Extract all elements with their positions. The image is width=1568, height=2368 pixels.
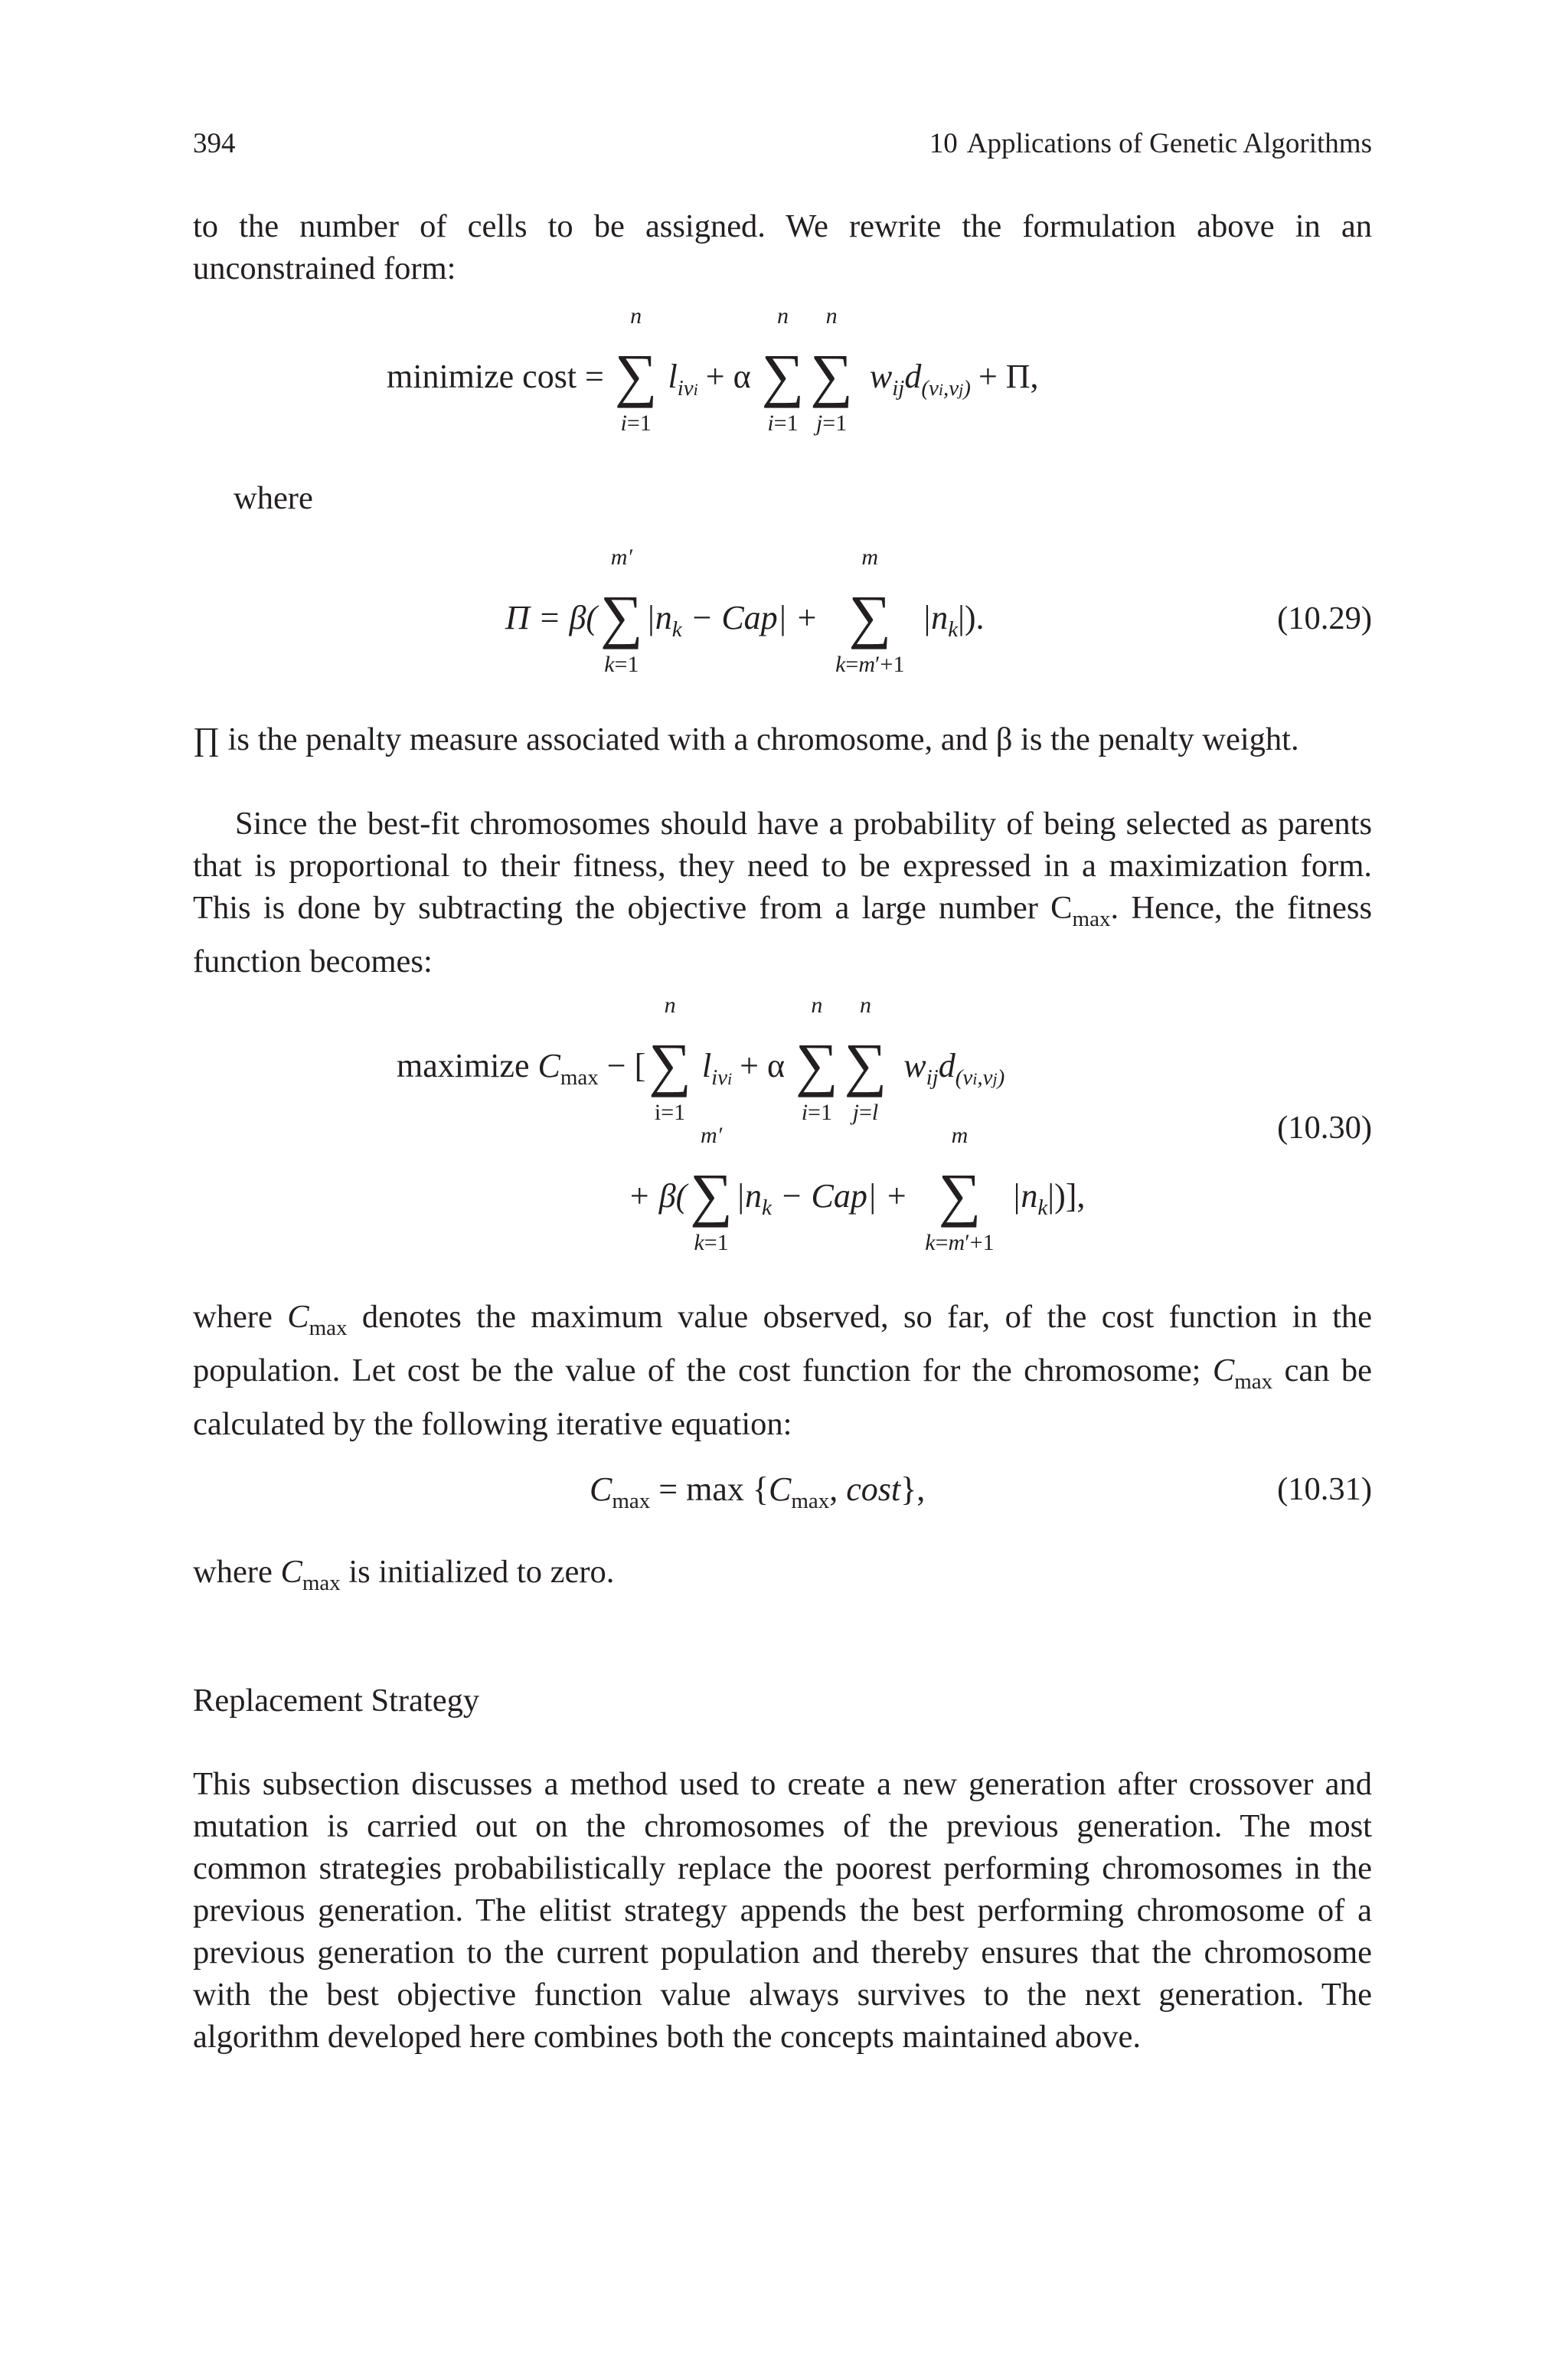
eq-plus-pi: + Π, (978, 358, 1039, 395)
equation-10-29 (0, 545, 1568, 712)
equation-number: (10.30) (1277, 1110, 1372, 1146)
equation-line-1: maximize $C_{max}$ − [∑ n i=1 $l_{ivi} + \alpha$ ∑ n i=1 ∑ n j=l $w_{ij}d_{(vi,vj)}$ (397, 993, 1005, 1125)
equation-unconstrained-cost (0, 303, 1568, 475)
sum-symbol: ∑ m′ k=1 (600, 545, 643, 677)
page-number: 394 (193, 128, 236, 159)
equation-number: (10.29) (1277, 600, 1372, 636)
eq-plus-alpha: + α (705, 358, 751, 395)
sum-symbol: ∑ n i=1 (795, 993, 838, 1125)
section-heading: Replacement Strategy (193, 1683, 480, 1719)
paragraph-init: where $C_{max}$ is initialized to zero. (193, 1554, 615, 1595)
equation-line: minimize cost = ∑ n i=1 $l_{ivi} + \alpha$ ∑ n i=1 ∑ n j=1 $w_{ij}d_{(vi,vj)} + \Pi$, (387, 303, 1039, 436)
sum-symbol: ∑ n j=1 (810, 303, 853, 436)
equation-line-2: + β(∑ m′ k=1 $|n_k - Cap|$ + ∑ m k=m′+1 $|n_k|$)], (628, 1123, 1086, 1255)
sum-symbol: ∑ m′ k=1 (690, 1123, 733, 1255)
paragraph-cmax: where $C_{max}$ denotes the maximum value observed, so far, of the cost function in the population. Let cost be the value of the cost function for the chromosome; $C_{max}$ can be calculated by the following iterative equation: (193, 1299, 1373, 1442)
equation-10-31 (0, 1459, 1568, 1520)
equation-line: Π = β(∑ m′ k=1 $|n_k - Cap|$ + ∑ m k=m′+1 $|n_k|$). (505, 545, 985, 677)
sum-symbol: ∑ m k=m′+1 (835, 545, 905, 677)
where-label: where (234, 480, 313, 516)
running-header (929, 125, 1372, 163)
paragraph-intro: to the number of cells to be assigned. We rewrite the formulation above in an unconstrained form: (193, 208, 1372, 286)
sum-symbol: ∑ n i=1 (761, 303, 805, 436)
sum-symbol: ∑ n i=1 (614, 303, 658, 436)
paragraph-penalty: ∏ is the penalty measure associated with a chromosome, and β is the penalty weight. (193, 721, 1299, 757)
eq-lhs: Π = β( (505, 599, 598, 636)
equation-line: $C_{max} = \max \{C_{max}$, cost}, (590, 1470, 926, 1513)
sum-symbol: ∑ n i=1 (648, 993, 691, 1125)
chapter-number: 10 (929, 128, 958, 159)
eq-lhs: minimize cost = (387, 358, 604, 395)
equation-10-30 (0, 993, 1568, 1271)
paragraph-fitness: Since the best-fit chromosomes should have a probability of being selected as parents that is proportional to their fitness, they need to be expressed in a maximization form. This is done by subtracting the objective from a large number $C_{max}$. Hence, the fitness function becomes: (193, 806, 1372, 980)
equation-number: (10.31) (1277, 1471, 1372, 1507)
sum-symbol: ∑ m k=m′+1 (925, 1123, 995, 1255)
chapter-title: Applications of Genetic Algorithms (966, 128, 1372, 159)
sum-symbol: ∑ n j=l (844, 993, 887, 1125)
paragraph-replacement: This subsection discusses a method used to create a new generation after crossover and mutation is carried out on the chromosomes of the previous generation. The most common strategies probabilistically replace the poorest performing chromosomes in the previous generation. The elitist strategy appends the best performing chromosome of a previous generation to the current population and thereby ensures that the chromosome with the best objective function value always survives to the next generation. The algorithm developed here combines both the concepts maintained above. (193, 1766, 1372, 2055)
